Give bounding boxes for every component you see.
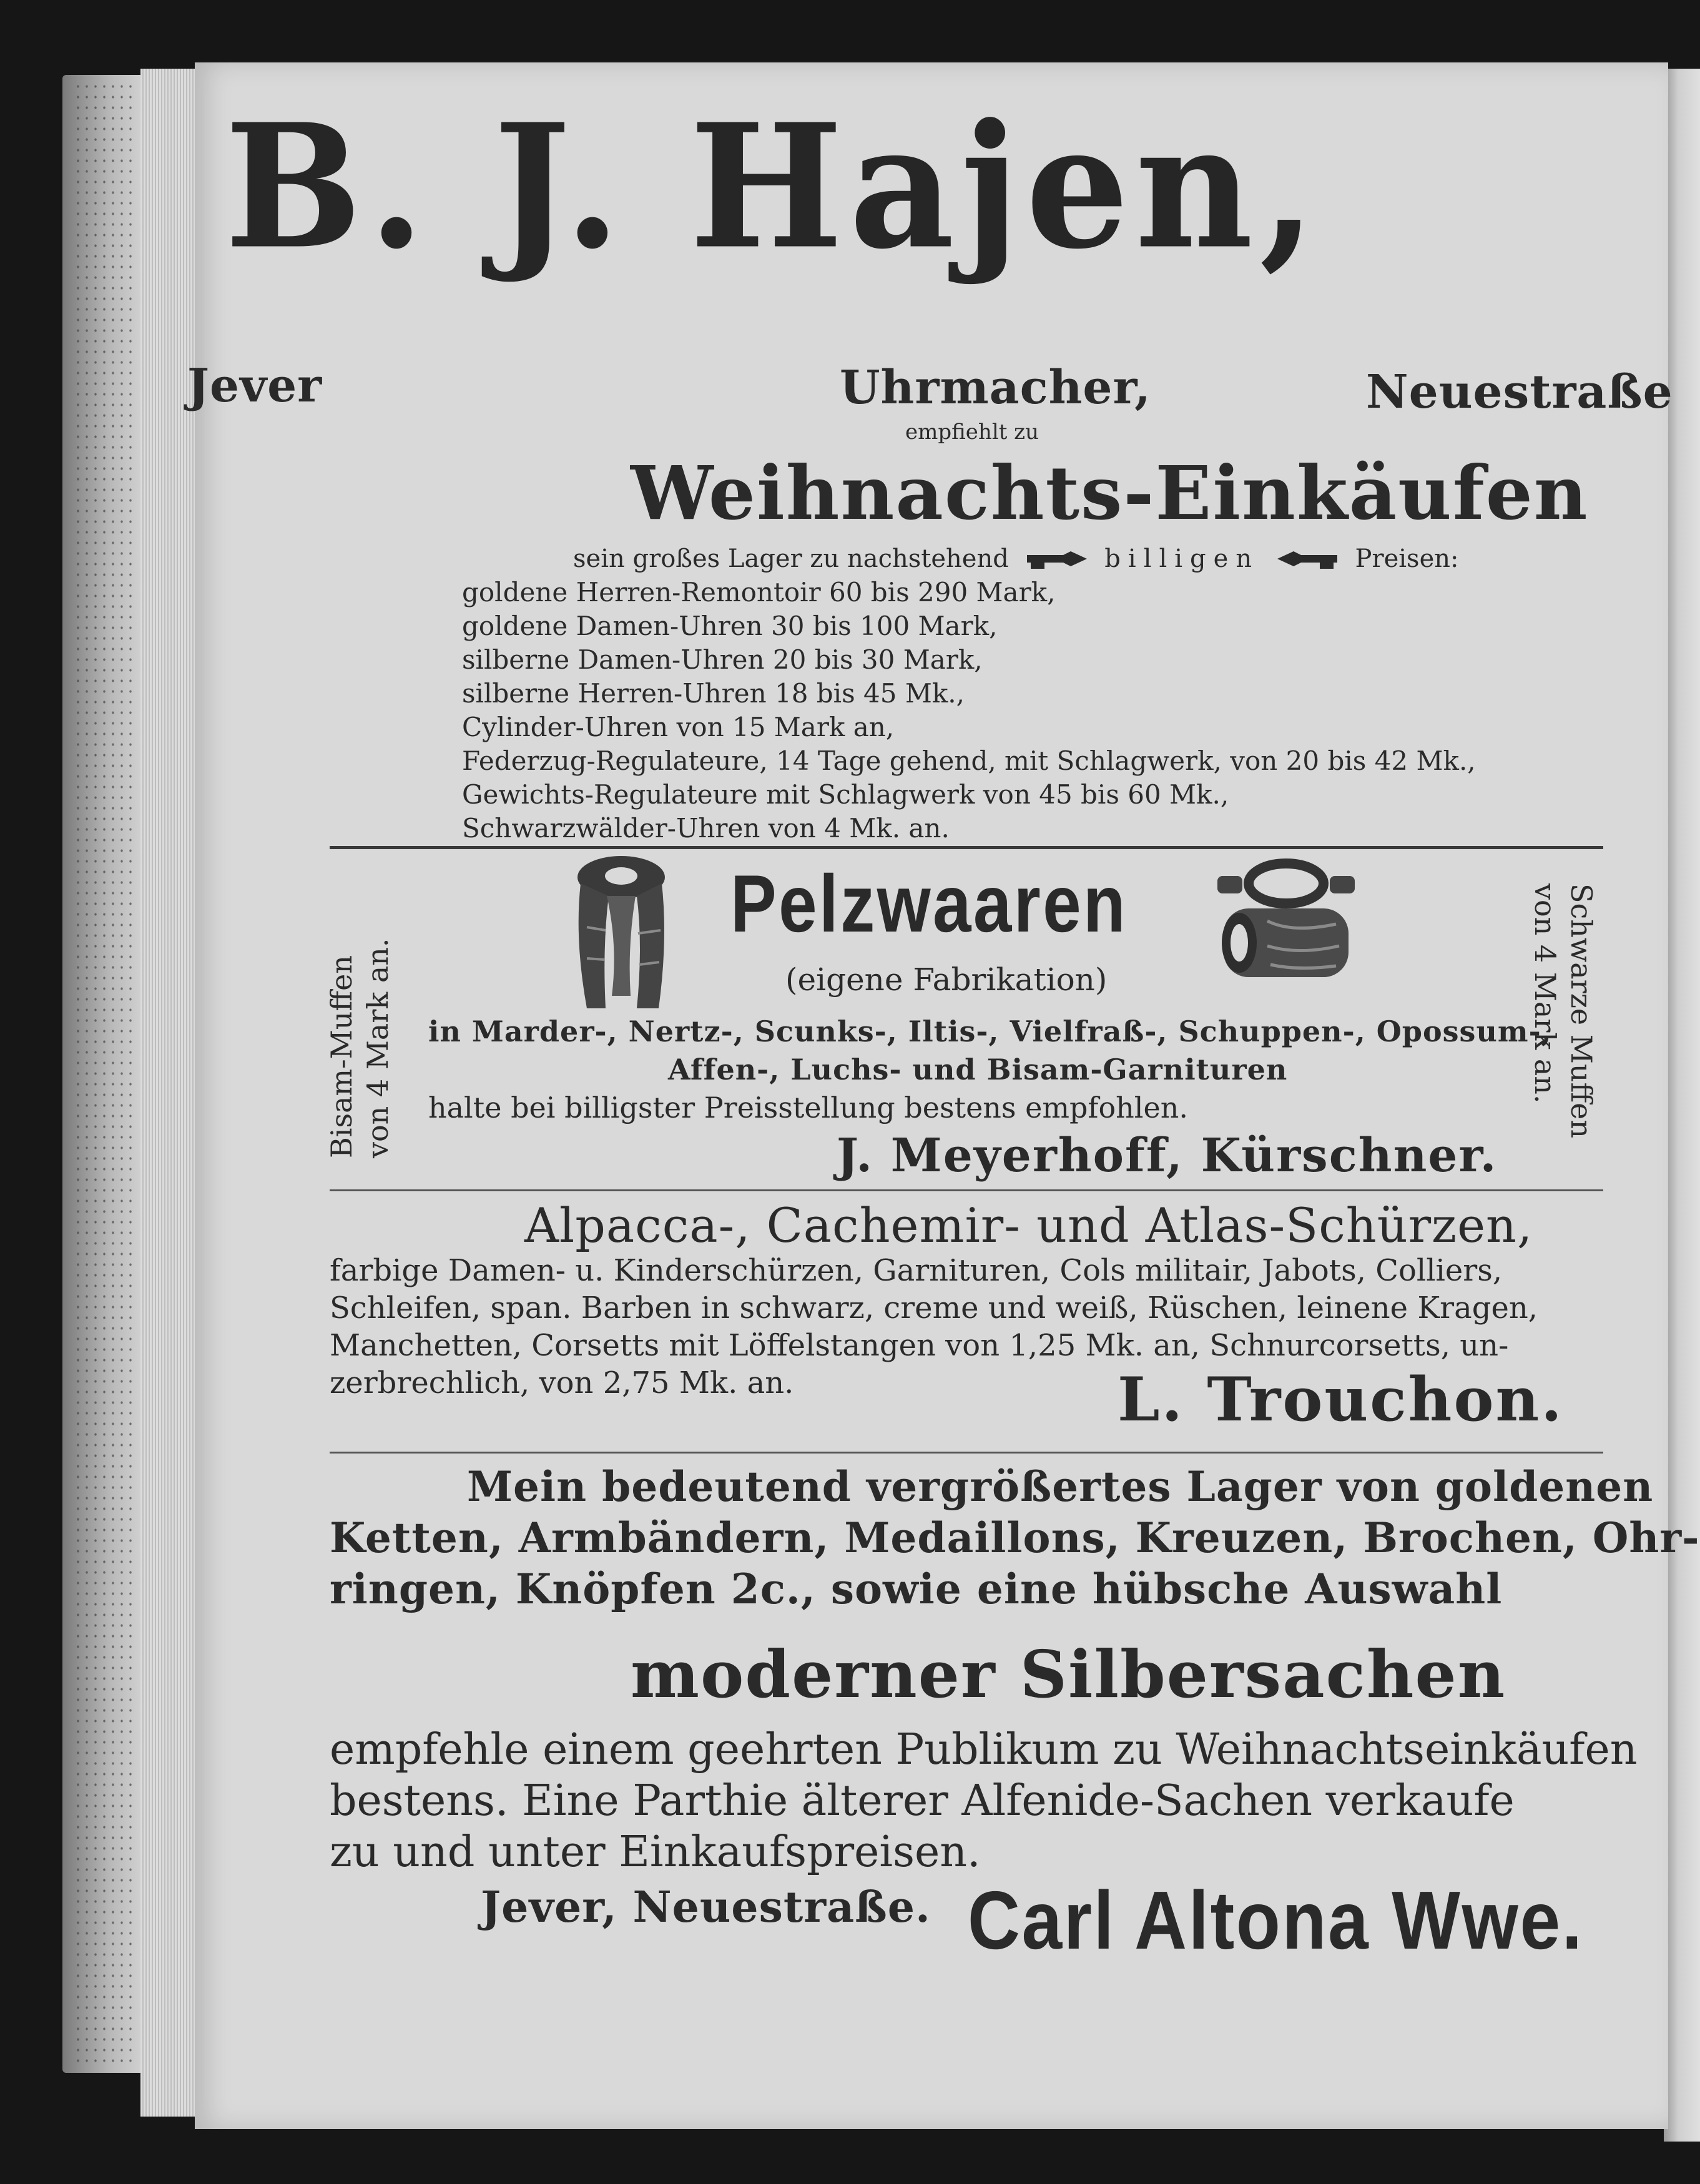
list-item: silberne Damen-Uhren 20 bis 30 Mark, (462, 644, 983, 675)
pelz-line3: halte bei billigster Preisstellung bestens empfohlen. (428, 1091, 1188, 1124)
list-item: goldene Damen-Uhren 30 bis 100 Mark, (462, 611, 998, 641)
list-item: Manchetten, Corsetts mit Löffelstangen von 1,25 Mk. an, Schnurcorsetts, un- (330, 1328, 1509, 1363)
divider-rule (330, 846, 1603, 849)
divider-rule (330, 1452, 1603, 1454)
hajen-name: B. J. Hajen, (225, 87, 1322, 287)
hajen-place: Jever (187, 359, 323, 413)
list-item: Mein bedeutend vergrößertes Lager von goldenen (467, 1462, 1654, 1511)
list-item: Cylinder-Uhren von 15 Mark an, (462, 712, 895, 742)
pelz-line1: in Marder-, Nertz-, Scunks-, Iltis-, Vielfraß-, Schuppen-, Opossum-, (428, 1015, 1552, 1048)
pointing-hand-icon (1026, 550, 1088, 571)
list-item: Schwarzwälder-Uhren von 4 Mk. an. (462, 813, 950, 844)
side-right-line1: Schwarze Muffen (1565, 883, 1598, 1139)
list-item: farbige Damen- u. Kinderschürzen, Garnituren, Cols militair, Jabots, Colliers, (330, 1253, 1503, 1288)
list-item: ringen, Knöpfen 2c., sowie eine hübsche Auswahl (330, 1565, 1503, 1613)
pelz-side-right (1530, 883, 1598, 1158)
list-item: zerbrechlich, von 2,75 Mk. an. (330, 1365, 794, 1400)
hajen-trade: Uhrmacher, (840, 361, 1151, 415)
list-item: empfehle einem geehrten Publikum zu Weihnachtseinkäufen (330, 1725, 1638, 1774)
hajen-intro (573, 544, 1458, 573)
pointing-hand-icon (1276, 550, 1339, 571)
fur-muff-icon (1211, 858, 1361, 983)
list-item: Schleifen, span. Barben in schwarz, creme und weiß, Rüschen, leinene Kragen, (330, 1291, 1538, 1326)
divider-rule (330, 1189, 1603, 1191)
hajen-occasion: Weihnachts-Einkäufen (631, 450, 1589, 536)
pelz-subtitle: (eigene Fabrikation) (785, 962, 1108, 998)
list-item: silberne Herren-Uhren 18 bis 45 Mk., (462, 678, 965, 709)
hajen-recommends: empfiehlt zu (905, 420, 1039, 445)
trouchon-title: Alpacca-, Cachemir- und Atlas-Schürzen, (524, 1198, 1533, 1253)
hajen-street: Neuestraße (1366, 365, 1673, 419)
pelz-signature: J. Meyerhoff, Kürschner. (837, 1129, 1498, 1183)
list-item: goldene Herren-Remontoir 60 bis 290 Mark, (462, 577, 1056, 607)
altona-body-a (330, 1461, 1700, 1615)
altona-signature: Carl Altona Wwe. (968, 1874, 1584, 1966)
altona-place: Jever, Neuestraße. (481, 1882, 931, 1932)
hajen-intro-b: billigen (1104, 544, 1260, 573)
list-item: Ketten, Armbändern, Medaillons, Kreuzen, Brochen, Ohr- (330, 1513, 1700, 1562)
list-item: bestens. Eine Parthie älterer Alfenide-Sachen verkaufe (330, 1776, 1515, 1826)
pelz-line2: Affen-, Luchs- und Bisam-Garnituren (668, 1053, 1288, 1086)
side-left-line2: von 4 Mark an. (361, 938, 395, 1158)
fur-stole-icon (568, 852, 674, 1021)
side-left-line1: Bisam-Muffen (325, 955, 358, 1158)
altona-highlight: moderner Silbersachen (631, 1636, 1506, 1713)
pelz-title: Pelzwaaren (730, 858, 1128, 949)
hajen-intro-c: Preisen: (1355, 544, 1459, 573)
trouchon-signature: L. Trouchon. (1118, 1364, 1564, 1435)
hajen-price-list (462, 576, 1476, 845)
pelz-side-left (325, 883, 393, 1158)
altona-body-b (330, 1724, 1638, 1878)
list-item: Gewichts-Regulateure mit Schlagwerk von 45 bis 60 Mk., (462, 779, 1229, 810)
list-item: zu und unter Einkaufspreisen. (330, 1827, 981, 1877)
list-item: Federzug-Regulateure, 14 Tage gehend, mit Schlagwerk, von 20 bis 42 Mk., (462, 745, 1476, 776)
side-right-line2: von 4 Mark an. (1528, 883, 1562, 1104)
cover-speckle (74, 81, 133, 2067)
hajen-intro-a: sein großes Lager zu nachstehend (573, 544, 1009, 573)
